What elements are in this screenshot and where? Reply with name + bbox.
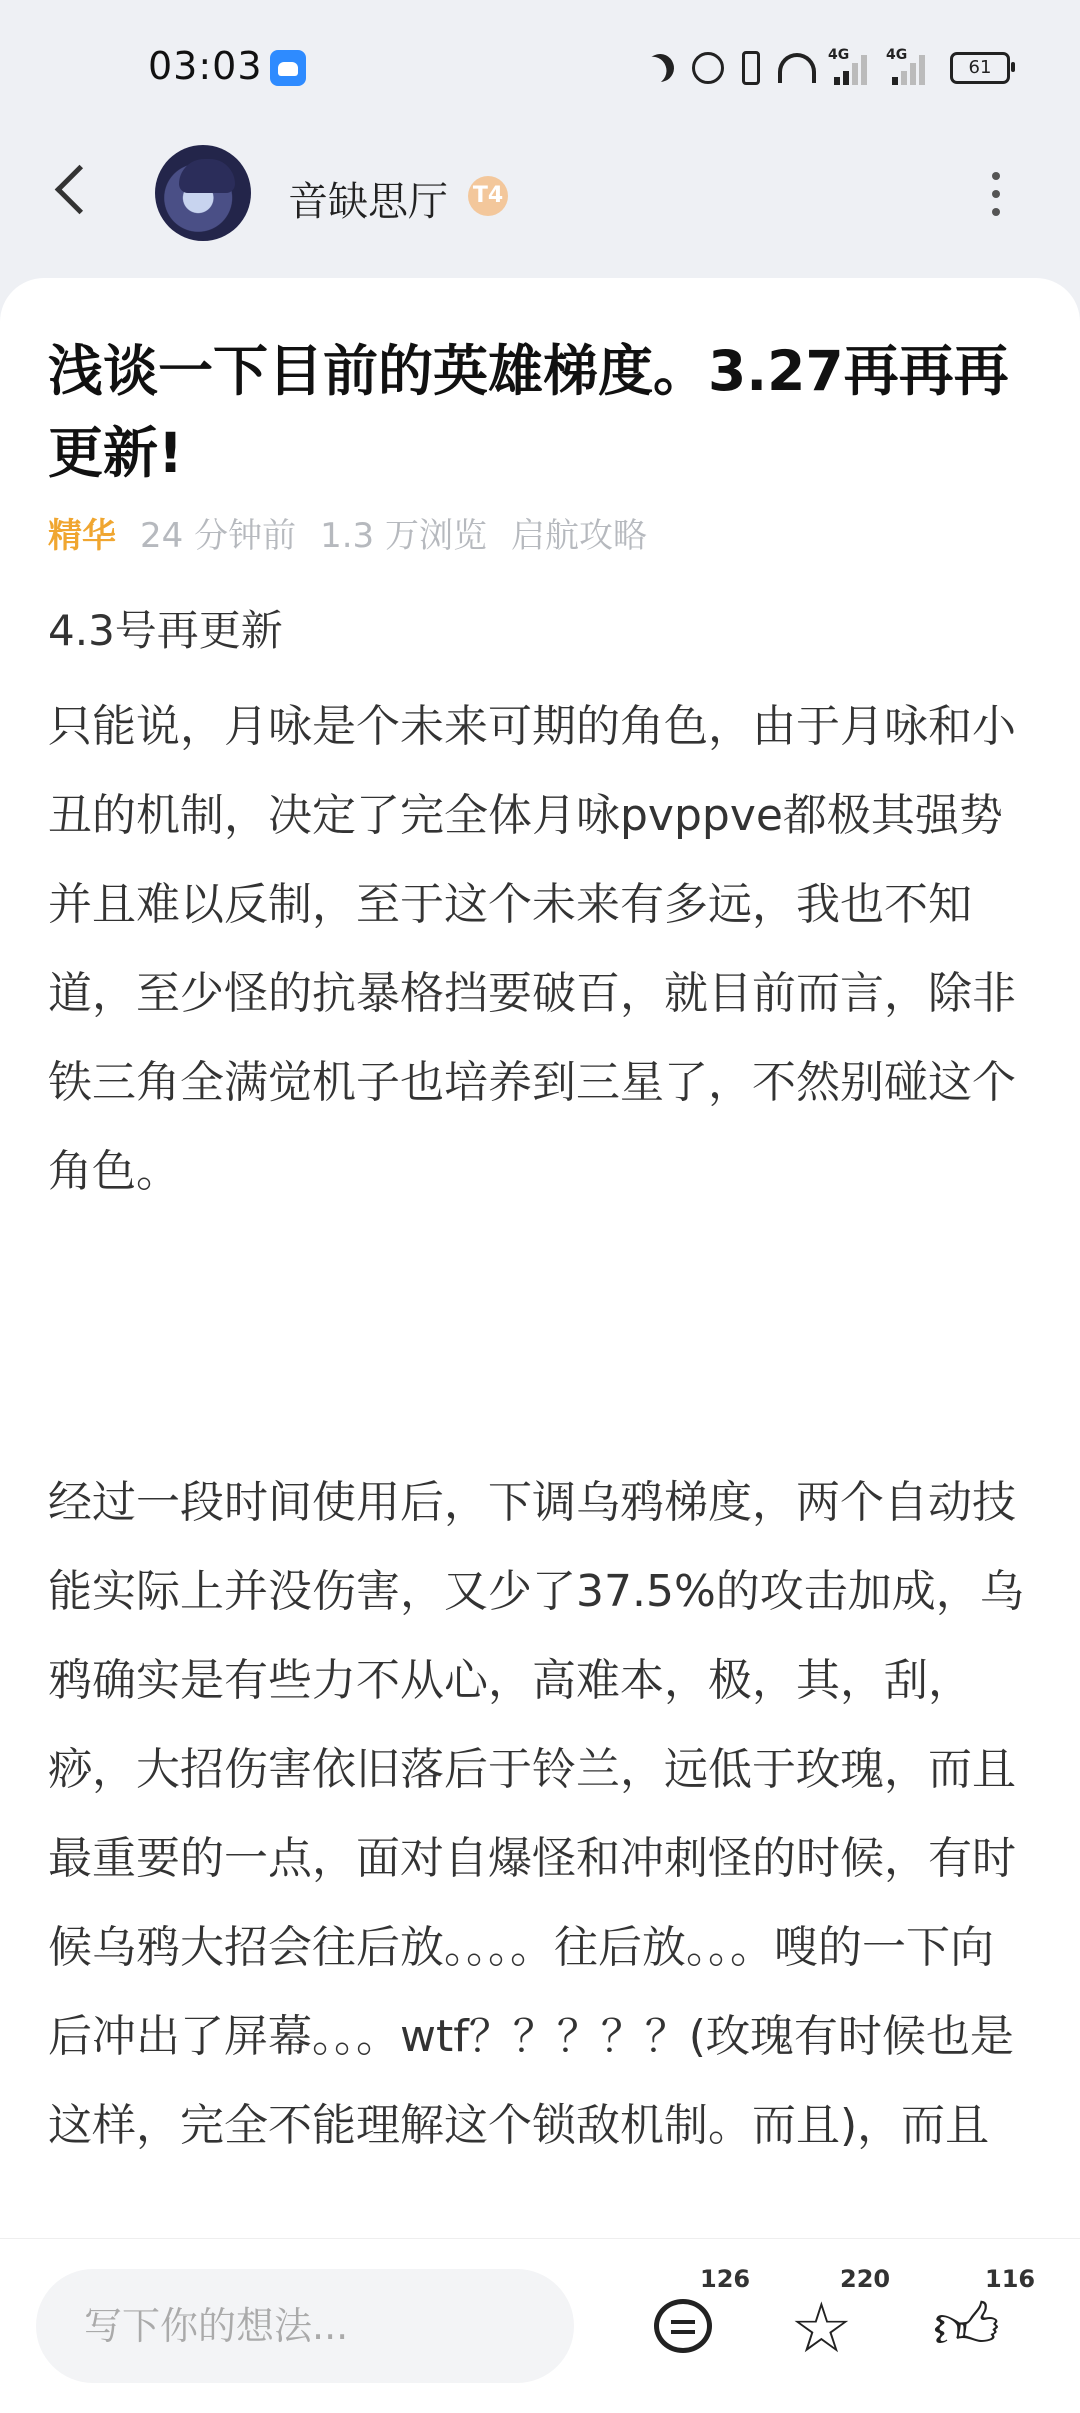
comment-icon [654,2299,712,2353]
level-badge-icon: T4 [468,176,508,216]
bottom-action-bar [0,2238,1080,2413]
status-bar [0,0,1080,120]
vibrate-icon [742,51,760,85]
post-header [0,130,1080,260]
featured-tag: 精华 [48,516,116,556]
post-category[interactable]: 启航攻略 [510,516,647,556]
thumbs-up-icon: 👍︎ [933,2290,1000,2364]
network-type-label: 4G [828,47,850,63]
author-avatar[interactable] [155,145,251,241]
favorite-count: 220 [840,2265,891,2293]
back-arrow-icon[interactable] [55,165,104,214]
status-icons [646,46,1010,90]
comment-input[interactable] [36,2269,574,2383]
star-icon: ☆ [790,2287,853,2369]
article-card [0,278,1080,2238]
author-name[interactable]: 音缺思厅 [288,179,448,225]
battery-level: 61 [968,57,992,78]
wifi-icon [778,53,816,83]
comment-count: 126 [700,2265,751,2293]
comment-button[interactable] [640,2265,751,2367]
like-count: 116 [985,2265,1036,2293]
network-type-label-2: 4G [886,47,908,63]
article-title: 浅谈一下目前的英雄梯度。3.27再再再更新! [48,339,1009,485]
article-paragraph: 经过一段时间使用后，下调乌鸦梯度，两个自动技能实际上并没伤害，又少了37.5%的攻击加成，乌鸦确实是有些力不从心，高难本，极，其，刮，痧，大招伤害依旧落后于铃兰，远低于玫瑰，而且最重要的一点，面对自爆怪和冲刺怪的时候，有时候乌鸦大招会往后放。。。。往后放。。。嗖的一下向后冲出了屏幕。。。wtf？？？？？(玫瑰有时候也是这样，完全不能理解这个锁敌机制。而且)，而且 [48,1477,1024,2151]
status-time: 03:03 [148,44,263,88]
favorite-button[interactable] [780,2265,891,2369]
article-subtitle: 4.3号再更新 [48,606,283,655]
cell-signal-icon-2 [886,47,932,85]
view-count: 1.3 万浏览 [320,516,487,556]
article-paragraph: 只能说，月咏是个未来可期的角色，由于月咏和小丑的机制，决定了完全体月咏pvppve都极其强势并且难以反制，至于这个未来有多远，我也不知道，至少怪的抗暴格挡要破百，就目前而言，除非铁三角全满觉机子也培养到三星了，不然别碰这个角色。 [48,701,1016,1197]
alarm-icon [692,52,724,84]
like-button[interactable] [925,2265,1036,2367]
cell-signal-icon [828,47,874,85]
do-not-disturb-icon [642,50,678,86]
article-meta [48,508,647,557]
post-time: 24 分钟前 [140,516,297,556]
battery-icon [950,52,1010,84]
notification-app-icon [270,50,306,86]
more-options-icon[interactable] [992,172,1000,216]
